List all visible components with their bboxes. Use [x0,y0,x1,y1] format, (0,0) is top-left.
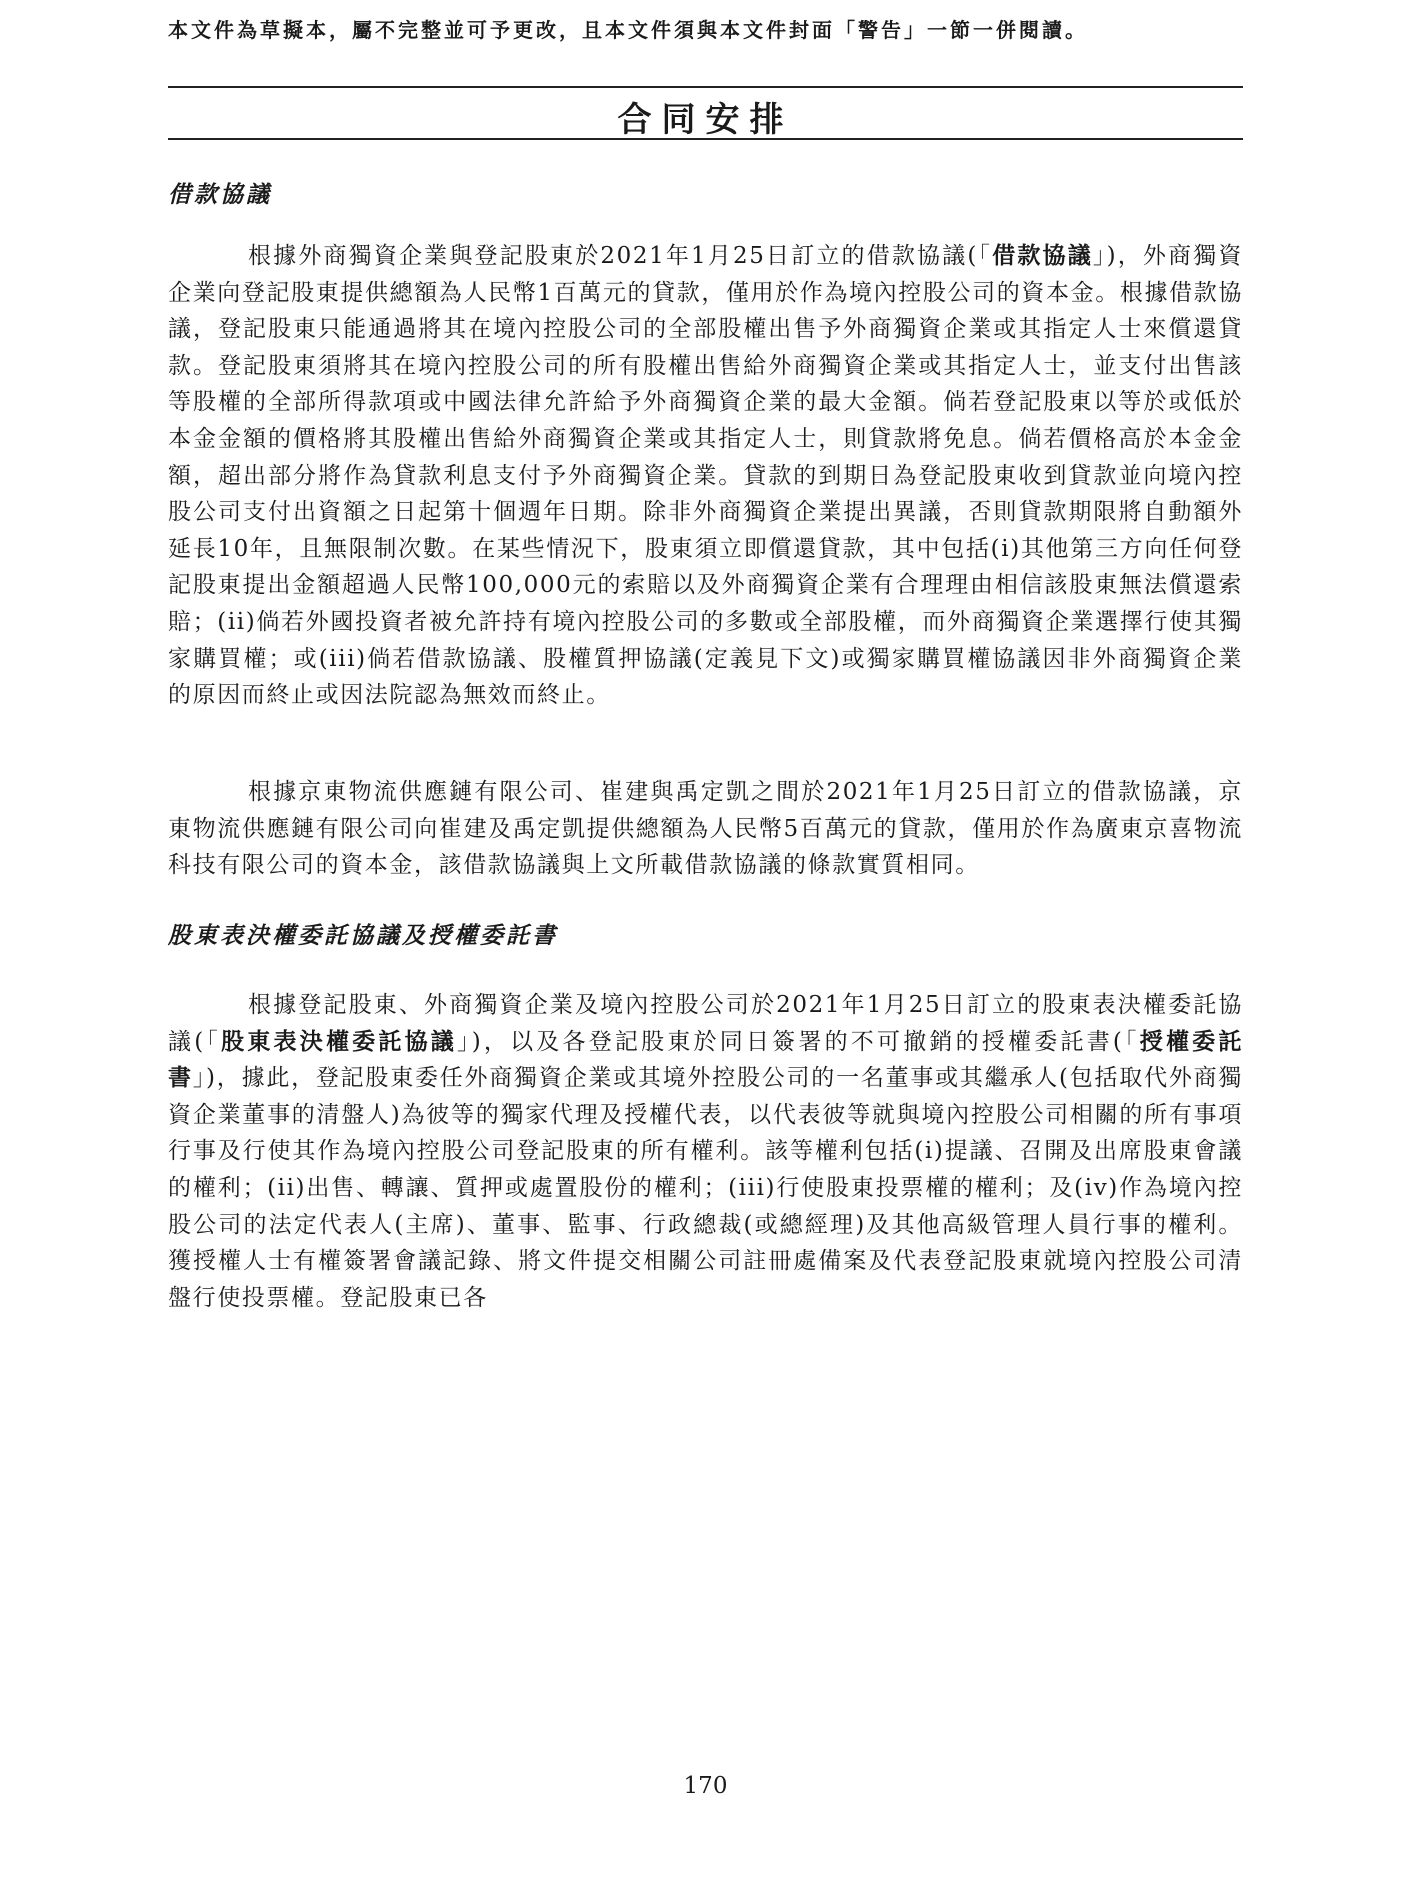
title-bottom-rule [168,138,1243,140]
draft-disclaimer: 本文件為草擬本，屬不完整並可予更改，且本文件須與本文件封面「警告」一節一併閱讀。 [168,18,1088,42]
defined-term-loan-agreement: 借款協議 [992,242,1093,269]
paragraph-loan-agreement-2: 根據京東物流供應鏈有限公司、崔建與禹定凱之間於2021年1月25日訂立的借款協議，京東物流供應鏈有限公司向崔建及禹定凱提供總額為人民幣5百萬元的貸款，僅用於作為廣東京喜物流科技有限公司的資本金，該借款協議與上文所載借款協議的條款實質相同。 [168,779,1243,879]
text-run: 」)，以及各登記股東於同日簽署的不可撤銷的授權委託書(「 [456,1028,1140,1055]
text-run: 」)，外商獨資企業向登記股東提供總額為人民幣1百萬元的貸款，僅用於作為境內控股公司的資本金。根據借款協議，登記股東只能通過將其在境內控股公司的全部股權出售予外商獨資企業或其指定人士來償還貸款。登記股東須將其在境內控股公司的所有股權出售給外商獨資企業或其指定人士，並支付出售該等股權的全部所得款項或中國法律允許給予外商獨資企業的最大金額。倘若登記股東以等於或低於本金金額的價格將其股權出售給外商獨資企業或其指定人士，則貸款將免息。倘若價格高於本金金額，超出部分將作為貸款利息支付予外商獨資企業。貸款的到期日為登記股東收到貸款並向境內控股公司支付出資額之日起第十個週年日期。除非外商獨資企業提出異議，否則貸款期限將自動額外延長10年，且無限制次數。在某些情況下，股東須立即償還貸款，其中包括(i)其他第三方向任何登記股東提出金額超過人民幣100,000元的索賠以及外商獨資企業有合理理由相信該股東無法償還索賠；(ii)倘若外國投資者被允許持有境內控股公司的多數或全部股權，而外商獨資企業選擇行使其獨家購買權；或(iii)倘若借款協議、股權質押協議(定義見下文)或獨家購買權協議因非外商獨資企業的原因而終止或因法院認為無效而終止。 [168,243,1243,709]
paragraph-voting-proxy-1 [168,987,1243,1316]
text-run: 」)，據此，登記股東委任外商獨資企業或其境外控股公司的一名董事或其繼承人(包括取代外商獨資企業董事的清盤人)為彼等的獨家代理及授權代表，以代表彼等就與境內控股公司相關的所有事項行事及行使其作為境內控股公司登記股東的所有權利。該等權利包括(i)提議、召開及出席股東會議的權利；(ii)出售、轉讓、質押或處置股份的權利；(iii)行使股東投票權的權利；及(iv)作為境內控股公司的法定代表人(主席)、董事、監事、行政總裁(或總經理)及其他高級管理人員行事的權利。獲授權人士有權簽署會議記錄、將文件提交相關公司註冊處備案及代表登記股東就境內控股公司清盤行使投票權。登記股東已各 [168,1065,1243,1311]
defined-term-power-of-attorney: 授權委託書 [168,1027,1243,1092]
text-run: 根據登記股東、外商獨資企業及境內控股公司於2021年1月25日訂立的股東表決權委託協議(「 [168,992,1243,1055]
page-number: 170 [683,1773,728,1799]
title-top-rule [168,86,1243,88]
section-heading-loan-agreement: 借款協議 [168,181,272,208]
section-heading-voting-proxy: 股東表決權委託協議及授權委託書 [168,922,558,949]
paragraph-loan-agreement-1 [168,238,1243,714]
defined-term-voting-proxy-agreement: 股東表決權委託協議 [221,1027,457,1055]
text-run: 根據外商獨資企業與登記股東於2021年1月25日訂立的借款協議(「 [248,243,993,269]
page-title: 合同安排 [617,100,794,140]
